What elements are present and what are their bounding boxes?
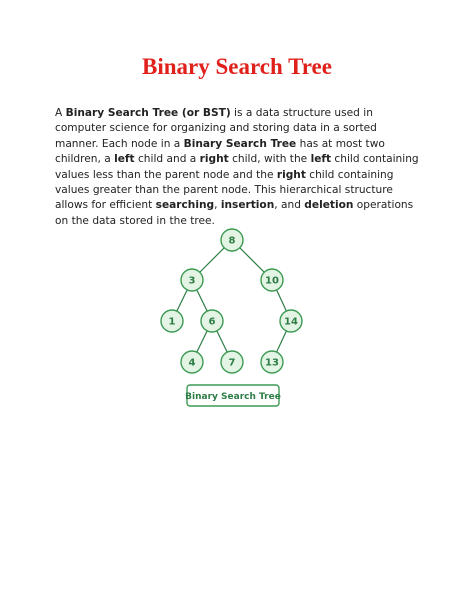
tree-node-1 (161, 310, 183, 332)
text-run: child containing values greater than the parent node. This hierarchical structure allows for efficient (55, 168, 394, 212)
tree-node-3 (181, 269, 203, 291)
bold-term: left (114, 153, 135, 166)
node-label: 1 (168, 316, 176, 328)
text-run: child and a (134, 153, 200, 166)
bold-term: Binary Search Tree (183, 137, 297, 150)
caption-text: Binary Search Tree (185, 392, 281, 402)
bold-term: searching (155, 199, 215, 212)
node-label: 7 (228, 357, 236, 369)
tree-node-10 (261, 269, 283, 291)
node-label: 8 (228, 235, 236, 247)
text-run: child containing values less than the parent node and the (55, 153, 419, 181)
diagram-caption (185, 385, 281, 406)
node-label: 13 (265, 357, 279, 369)
tree-node-13 (261, 351, 283, 373)
text-run: is a data structure used in computer science for organizing and storing data in a sorted manner. Each node in a (55, 107, 377, 150)
node-label: 4 (188, 357, 196, 369)
bold-term: deletion (304, 199, 354, 212)
text-run: has at most two children, a (55, 137, 385, 166)
bst-diagram (150, 222, 320, 418)
bold-term: right (276, 168, 306, 181)
text-run: A (55, 107, 66, 119)
tree-node-8 (221, 229, 243, 251)
text-run: , and (274, 199, 305, 212)
node-label: 10 (265, 275, 279, 287)
node-label: 6 (208, 316, 216, 328)
text-run: operations on the data stored in the tree. (55, 199, 414, 227)
tree-node-4 (181, 351, 203, 373)
tree-node-14 (280, 310, 302, 332)
node-label: 14 (284, 316, 298, 328)
node-label: 3 (188, 275, 196, 287)
tree-node-7 (221, 351, 243, 373)
text-run: child, with the (228, 153, 311, 166)
text-run: , (214, 199, 221, 212)
bold-term: left (310, 153, 332, 166)
bold-term: insertion (220, 199, 275, 212)
intro-paragraph (55, 106, 423, 229)
tree-node-6 (201, 310, 223, 332)
bold-term: right (199, 153, 229, 166)
page-title: Binary Search Tree (142, 54, 332, 79)
bold-term: Binary Search Tree (or BST) (65, 107, 231, 119)
